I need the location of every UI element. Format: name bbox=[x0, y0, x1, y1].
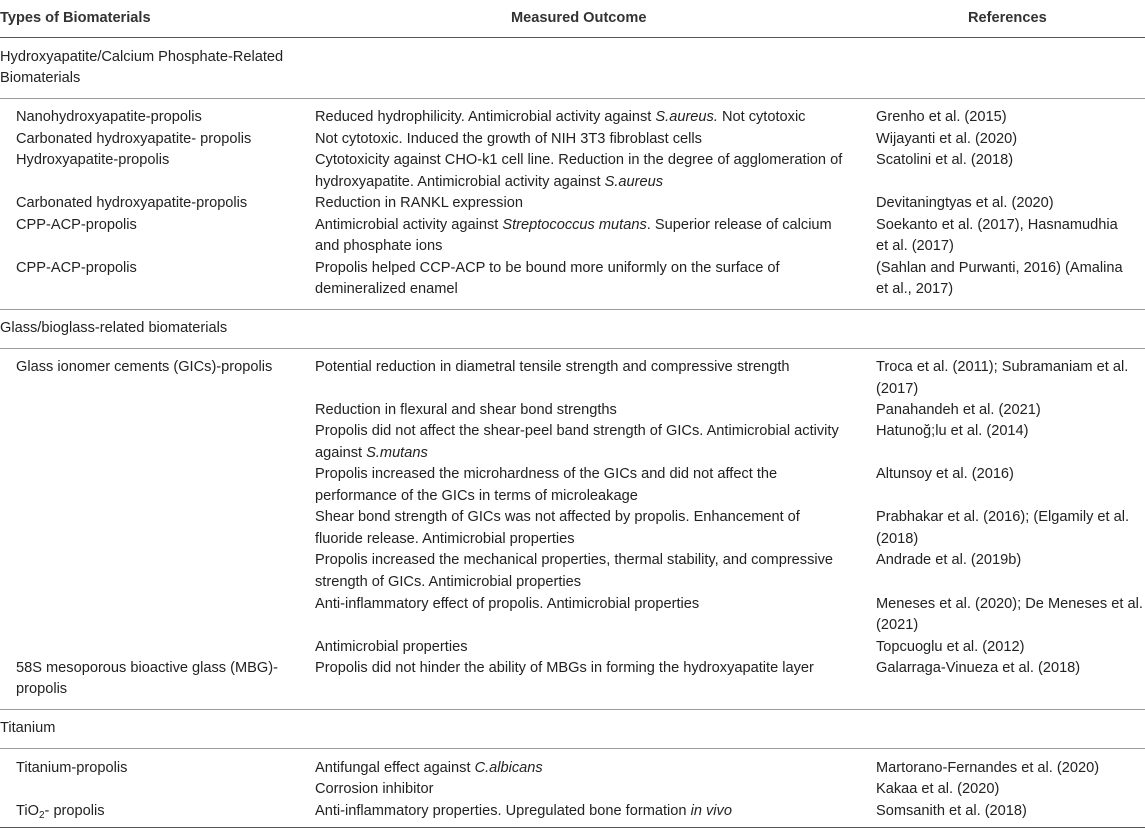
section-title: Hydroxyapatite/Calcium Phosphate-Related bbox=[0, 49, 284, 65]
cell-reference: Galarraga-Vinueza et al. (2018) bbox=[876, 660, 1081, 676]
section-rule bbox=[0, 348, 1145, 349]
cell-reference: (Sahlan and Purwanti, 2016) (Amalina bbox=[876, 260, 1123, 276]
cell-reference: Altunsoy et al. (2016) bbox=[876, 466, 1014, 482]
cell-reference: Troca et al. (2011); Subramaniam et al. bbox=[876, 359, 1129, 375]
header-types: Types of Biomaterials bbox=[0, 10, 151, 26]
cell-reference: Soekanto et al. (2017), Hasnamudhia bbox=[876, 217, 1118, 233]
header-references: References bbox=[968, 10, 1047, 26]
cell-outcome: Cytotoxicity against CHO-k1 cell line. Reduction in the degree of agglomeration of bbox=[315, 152, 843, 168]
cell-reference: (2018) bbox=[876, 531, 919, 547]
cell-reference: Grenho et al. (2015) bbox=[876, 109, 1007, 125]
section-rule bbox=[0, 748, 1145, 749]
section-title: Titanium bbox=[0, 720, 56, 736]
cell-outcome: Potential reduction in diametral tensile strength and compressive strength bbox=[315, 359, 790, 375]
cell-outcome: and phosphate ions bbox=[315, 238, 443, 254]
section-title: Glass/bioglass-related biomaterials bbox=[0, 320, 228, 336]
section-rule bbox=[0, 98, 1145, 99]
cell-outcome: Propolis helped CCP-ACP to be bound more uniformly on the surface of bbox=[315, 260, 780, 276]
cell-reference: Devitaningtyas et al. (2020) bbox=[876, 195, 1054, 211]
cell-reference: Hatunoğ;lu et al. (2014) bbox=[876, 423, 1029, 439]
cell-type: Carbonated hydroxyapatite- propolis bbox=[16, 131, 252, 147]
cell-reference: Wijayanti et al. (2020) bbox=[876, 131, 1018, 147]
cell-outcome: Corrosion inhibitor bbox=[315, 781, 434, 797]
section-rule bbox=[0, 309, 1145, 310]
cell-outcome: Propolis increased the mechanical properties, thermal stability, and compressive bbox=[315, 552, 834, 568]
cell-type: CPP-ACP-propolis bbox=[16, 260, 137, 276]
cell-outcome: strength of GICs. Antimicrobial properties bbox=[315, 574, 582, 590]
cell-outcome: Propolis did not affect the shear-peel band strength of GICs. Antimicrobial activity bbox=[315, 423, 839, 439]
cell-outcome: performance of the GICs in terms of microleakage bbox=[315, 488, 638, 504]
cell-reference: Topcuoglu et al. (2012) bbox=[876, 639, 1025, 655]
cell-outcome: Antimicrobial activity against Streptococcus mutans. Superior release of calcium bbox=[315, 217, 832, 233]
cell-reference: (2021) bbox=[876, 617, 919, 633]
cell-outcome: Propolis increased the microhardness of the GICs and did not affect the bbox=[315, 466, 778, 482]
cell-reference: (2017) bbox=[876, 381, 919, 397]
cell-reference: et al., 2017) bbox=[876, 281, 954, 297]
cell-outcome: Reduction in flexural and shear bond strengths bbox=[315, 402, 617, 418]
header-outcome: Measured Outcome bbox=[511, 10, 647, 26]
cell-reference: Meneses et al. (2020); De Meneses et al. bbox=[876, 596, 1143, 612]
cell-outcome: Reduced hydrophilicity. Antimicrobial activity against S.aureus. Not cytotoxic bbox=[315, 109, 806, 125]
cell-outcome: Reduction in RANKL expression bbox=[315, 195, 523, 211]
cell-reference: Andrade et al. (2019b) bbox=[876, 552, 1022, 568]
cell-reference: Somsanith et al. (2018) bbox=[876, 803, 1027, 819]
cell-outcome: Anti-inflammatory effect of propolis. Antimicrobial properties bbox=[315, 596, 700, 612]
cell-type: Hydroxyapatite-propolis bbox=[16, 152, 170, 168]
cell-type: Titanium-propolis bbox=[16, 760, 128, 776]
cell-outcome: fluoride release. Antimicrobial properties bbox=[315, 531, 575, 547]
cell-outcome: hydroxyapatite. Antimicrobial activity against S.aureus bbox=[315, 174, 664, 190]
cell-type: 58S mesoporous bioactive glass (MBG)- bbox=[16, 660, 278, 676]
table-bottom-rule bbox=[0, 827, 1145, 828]
cell-type: TiO$_2$- propolis bbox=[16, 803, 105, 821]
cell-outcome: Shear bond strength of GICs was not affected by propolis. Enhancement of bbox=[315, 509, 800, 525]
cell-type: Carbonated hydroxyapatite-propolis bbox=[16, 195, 248, 211]
section-rule bbox=[0, 709, 1145, 710]
cell-outcome: Anti-inflammatory properties. Upregulated bone formation in vivo bbox=[315, 803, 732, 819]
cell-reference: Scatolini et al. (2018) bbox=[876, 152, 1014, 168]
cell-outcome: demineralized enamel bbox=[315, 281, 458, 297]
cell-type: Glass ionomer cements (GICs)-propolis bbox=[16, 359, 273, 375]
header-rule bbox=[0, 37, 1145, 38]
cell-outcome: Propolis did not hinder the ability of MBGs in forming the hydroxyapatite layer bbox=[315, 660, 814, 676]
cell-outcome: Antifungal effect against C.albicans bbox=[315, 760, 543, 776]
cell-type: propolis bbox=[16, 681, 68, 697]
cell-type: CPP-ACP-propolis bbox=[16, 217, 137, 233]
section-title: Biomaterials bbox=[0, 70, 81, 86]
cell-type: Nanohydroxyapatite-propolis bbox=[16, 109, 202, 125]
cell-reference: Martorano-Fernandes et al. (2020) bbox=[876, 760, 1100, 776]
cell-outcome: Antimicrobial properties bbox=[315, 639, 468, 655]
cell-outcome: Not cytotoxic. Induced the growth of NIH 3T3 fibroblast cells bbox=[315, 131, 702, 147]
cell-reference: et al. (2017) bbox=[876, 238, 954, 254]
cell-outcome: against S.mutans bbox=[315, 445, 428, 461]
cell-reference: Prabhakar et al. (2016); (Elgamily et al. bbox=[876, 509, 1130, 525]
cell-reference: Panahandeh et al. (2021) bbox=[876, 402, 1041, 418]
cell-reference: Kakaa et al. (2020) bbox=[876, 781, 1000, 797]
